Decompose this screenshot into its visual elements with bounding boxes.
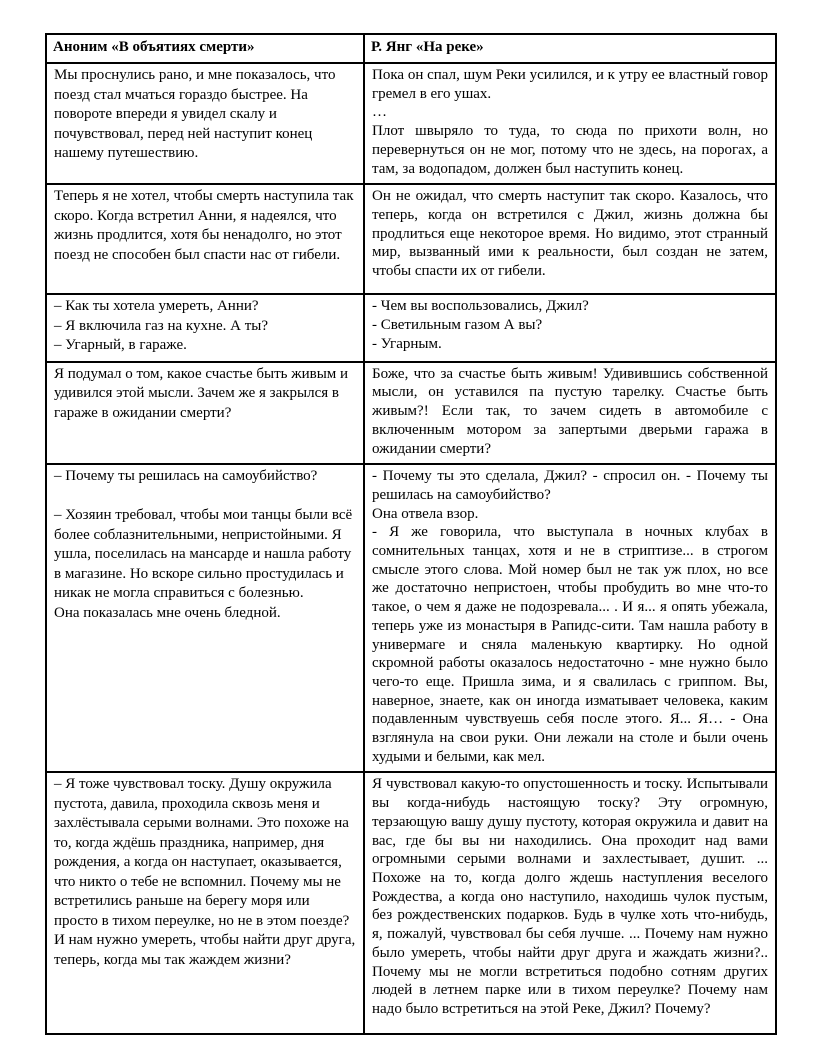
table-row [46,184,776,294]
paragraph: - Угарным. [372,335,442,352]
comparison-cell-left [46,294,364,362]
table-header-row [46,34,776,63]
paragraph: Я чувствовал какую-то опустошенность и тоску. Испытывали вы когда-нибудь настоящую тоску? Эту огромную, терзающую вашу душу пустоту, которая окружила и давит на вас, где бы вы ни находились. Она проходит над вами огромными серыми волнами и захлестывает, душит. ... Похоже на то, когда долго ждешь наступления веселого Рождества, а когда оно наступило, находишь чулок пустым, без рождественских подарков. Будь в чулке хоть что-нибудь, я, пожалуй, чувствовал бы себя лучше. ... Почему нам нужно было умереть, чтобы найти друг друга и жаждать жизни?.. Почему мы не могли встретиться подобно сотням других людей в летнем парке или в тихом переулке? Почему нам надо было встретиться на этой Реке, Джил? Почему? [372,776,768,1017]
comparison-cell-right [364,184,776,294]
table-row [46,464,776,772]
paragraph: Теперь я не хотел, чтобы смерть наступила так скоро. Когда встретил Анни, я надеялся, что жизнь продлится, хотя бы ненадолго, но этот поезд не способен был спасти нас от гибели. [54,188,354,263]
paragraph: – Я тоже чувствовал тоску. Душу окружила пустота, давила, проходила сквозь меня и захлёстывала серыми волнами. Это похоже на то, когда ждёшь праздника, например, дня рождения, а когда он наступает, оказывается, что никто о тебе не вспомнил. Почему мы не встретились раньше на берегу моря или просто в тихом переулке, но не в этом поезде? И нам нужно умереть, чтобы найти друг друга, теперь, когда мы так жаждем жизни? [54,776,356,968]
column-header-left: Аноним «В объятиях смерти» [46,34,364,63]
paragraph: Он не ожидал, что смерть наступит так скоро. Казалось, что теперь, когда он встретился с Джил, жизнь должна бы продлиться еще некоторое время. Но видимо, этот странный мир, вызванный ими к реальности, был создан не затем, чтобы спасти их от гибели. [372,188,768,280]
comparison-cell-right [364,464,776,772]
paragraph: – Хозяин требовал, чтобы мои танцы были всё более соблазнительными, непристойными. Я ушла, поселилась на мансарде и нашла работу в магазине. Но вскоре сильно простудилась и никак не могла справиться с болезнью. [54,507,353,602]
table-row [46,294,776,362]
comparison-cell-right [364,772,776,1034]
comparison-table [45,33,777,1035]
table-row [46,362,776,465]
comparison-cell-left [46,362,364,465]
paragraph: Мы проснулись рано, и мне показалось, что поезд стал мчаться гораздо быстрее. На повороте впереди я увидел скалу и почувствовал, перед ней наступит конец нашему путешествию. [54,67,336,161]
paragraph: Она отвела взор. [372,505,479,522]
comparison-cell-right [364,362,776,465]
paragraph: - Чем вы воспользовались, Джил? [372,298,589,315]
paragraph: – Почему ты решилась на самоубийство? [54,468,318,485]
comparison-cell-left [46,772,364,1034]
paragraph: Пока он спал, шум Реки усилился, и к утру ее властный говор гремел в его ушах. [372,67,768,102]
paragraph: - Я же говорила, что выступала в ночных клубах в сомнительных танцах, хотя и не в стриптизе... в строгом смысле этого слова. Мой номер был не так уж плох, но все же достаточно непристоен, чтобы пробудить во мне что-то такое, о чем я даже не подозревала... . И я... я опять убежала, теперь уже из монастыря в Рапидс-сити. Там нашла работу в универмаге и сняла маленькую квартирку. Но одной скромной работы оказалось недостаточно - мне нужно было чего-то еще. Пришла зима, и я свалилась с гриппом. Вы, наверное, знаете, как он иногда изматывает человека, каким подавленным чувствуешь себя после этого. Я... Я… - Она взглянула на свои руки. Они лежали на столе и были очень худыми и белыми, как мел. [372,524,768,765]
table-body [46,63,776,1034]
paragraph: Я подумал о том, какое счастье быть живым и удивился этой мысли. Зачем же я закрылся в гараже в ожидании смерти? [54,365,349,421]
table-row [46,63,776,184]
column-header-right: Р. Янг «На реке» [364,34,776,63]
paragraph: Боже, что за счастье быть живым! Удивившись собственной мысли, он уставился па пустую тарелку. Счастье быть живым?! Если так, то зачем сидеть в автомобиле с включенным мотором за запертыми дверьми гаража в ожидании смерти? [372,365,768,457]
paragraph: Плот швыряло то туда, то сюда по прихоти волн, но перевернуться он не мог, потому что не здесь, на порогах, а там, за водопадом, должен был наступить конец. [372,123,768,177]
paragraph: – Как ты хотела умереть, Анни? [54,298,259,315]
table-row [46,772,776,1034]
comparison-cell-right [364,294,776,362]
comparison-cell-left [46,184,364,294]
comparison-cell-right [364,63,776,184]
paragraph: Она показалась мне очень бледной. [54,604,281,621]
paragraph: - Почему ты это сделала, Джил? - спросил он. - Почему ты решилась на самоубийство? [372,468,768,503]
paragraph: – Угарный, в гараже. [54,337,187,354]
paragraph [54,487,356,507]
paragraph: - Светильным газом А вы? [372,316,543,333]
paragraph: … [372,104,387,121]
comparison-cell-left [46,464,364,772]
comparison-cell-left [46,63,364,184]
paragraph: – Я включила газ на кухне. А ты? [54,317,269,334]
